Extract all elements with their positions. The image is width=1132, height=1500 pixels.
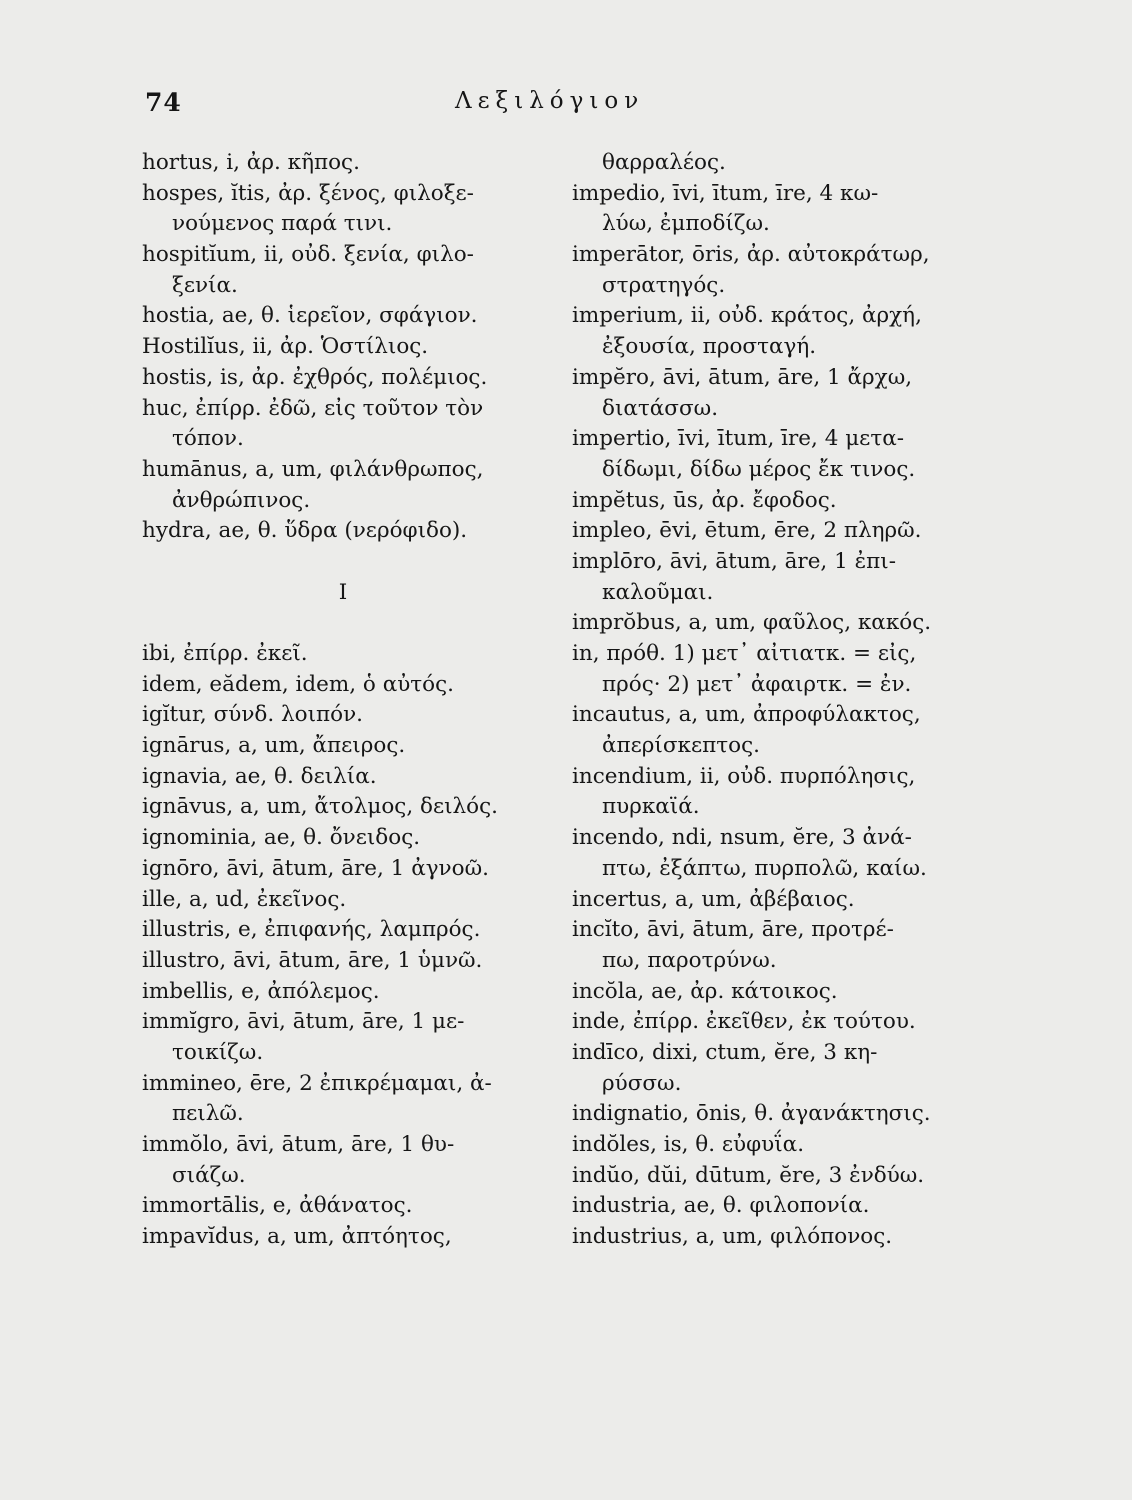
entry-continuation: ρύσσω. [602, 1070, 682, 1096]
dictionary-entry: humānus, a, um, φιλάνθρωπος, [142, 456, 484, 482]
dictionary-entry: igĭtur, σύνδ. λοιπόν. [142, 702, 363, 728]
entry-continuation: πειλῶ. [172, 1101, 244, 1127]
entry-continuation: ἐξουσία, προσταγή. [602, 334, 817, 360]
dictionary-entry: indŭo, dŭi, dūtum, ĕre, 3 ἐνδύω. [572, 1162, 925, 1188]
dictionary-entry: indŏles, is, θ. εὐφυΐα. [572, 1132, 805, 1157]
dictionary-entry: Hostilĭus, ii, ἀρ. Ὁστίλιος. [142, 334, 429, 360]
dictionary-entry: immineo, ēre, 2 ἐπικρέμαμαι, ἀ- [142, 1070, 492, 1096]
dictionary-entry: hydra, ae, θ. ὕδρα (νερόφιδο). [142, 518, 468, 544]
dictionary-entry: impĕro, āvi, ātum, āre, 1 ἄρχω, [572, 364, 913, 390]
entry-continuation: νούμενος παρά τινι. [172, 211, 393, 237]
dictionary-entry: impavĭdus, a, um, ἀπτόητος, [142, 1224, 452, 1250]
dictionary-entry: inde, ἐπίρρ. ἐκεῖθεν, ἐκ τούτου. [572, 1009, 916, 1035]
entry-continuation: πυρκαϊά. [602, 794, 700, 820]
dictionary-entry: ignāvus, a, um, ἄτολμος, δειλός. [142, 794, 498, 820]
dictionary-entry: ille, a, ud, ἐκεῖνος. [142, 886, 347, 912]
dictionary-entry: industria, ae, θ. φιλοπονία. [572, 1193, 870, 1219]
dictionary-entry: illustris, e, ἐπιφανής, λαμπρός. [142, 917, 481, 943]
dictionary-entry: impertio, īvi, ītum, īre, 4 μετα- [572, 426, 904, 452]
dictionary-entry: ibi, ἐπίρρ. ἐκεῖ. [142, 641, 308, 666]
entry-continuation: πτω, ἐξάπτω, πυρπολῶ, καίω. [602, 855, 927, 881]
entry-continuation: ἀπερίσκεπτος. [602, 733, 760, 759]
dictionary-entry: ignavia, ae, θ. δειλία. [142, 763, 377, 789]
dictionary-entry: hospes, ĭtis, ἀρ. ξένος, φιλοξε- [142, 180, 474, 206]
left-column [142, 148, 554, 1253]
entry-continuation: διατάσσω. [602, 395, 719, 421]
entry-continuation: τοικίζω. [172, 1039, 264, 1065]
section-letter-heading: I [338, 579, 348, 605]
dictionary-entry: indignatio, ōnis, θ. ἀγανάκτησις. [572, 1101, 931, 1127]
dictionary-entry: incŏla, ae, ἀρ. κάτοικος. [572, 978, 838, 1004]
dictionary-entry: hostis, is, ἀρ. ἐχθρός, πολέμιος. [142, 364, 488, 390]
page-number: 74 [145, 88, 182, 117]
entry-continuation: δίδωμι, δίδω μέρος ἔκ τινος. [602, 456, 916, 482]
running-head: Λεξιλόγιον [455, 88, 645, 114]
dictionary-entry: ignārus, a, um, ἄπειρος. [142, 733, 406, 759]
entry-continuation: καλοῦμαι. [602, 579, 714, 605]
dictionary-entry: implōro, āvi, ātum, āre, 1 ἐπι- [572, 548, 896, 574]
dictionary-entry: incĭto, āvi, ātum, āre, προτρέ- [572, 917, 894, 943]
entry-continuation: σιάζω. [172, 1162, 246, 1188]
dictionary-entry: imperium, ii, οὐδ. κράτος, ἀρχή, [572, 303, 922, 329]
dictionary-entry: indīco, dixi, ctum, ĕre, 3 κη- [572, 1039, 878, 1065]
dictionary-entry: industrius, a, um, φιλόπονος. [572, 1224, 893, 1250]
entry-continuation: ἀνθρώπινος. [172, 487, 311, 513]
dictionary-entry: imprŏbus, a, um, φαῦλος, κακός. [572, 610, 932, 636]
dictionary-entry: hospitĭum, ii, οὐδ. ξενία, φιλο- [142, 242, 474, 268]
entry-continuation: λύω, ἐμποδίζω. [602, 211, 770, 237]
dictionary-entry: illustro, āvi, ātum, āre, 1 ὑμνῶ. [142, 947, 483, 973]
dictionary-entry: incendium, ii, οὐδ. πυρπόλησις, [572, 763, 916, 789]
dictionary-entry: ignōro, āvi, ātum, āre, 1 ἀγνοῶ. [142, 855, 489, 881]
spacer [142, 608, 554, 639]
dictionary-entry: hostia, ae, θ. ἱερεῖον, σφάγιον. [142, 303, 478, 329]
spacer [142, 547, 554, 578]
entry-continuation: πω, παροτρύνω. [602, 947, 777, 973]
dictionary-entry: idem, eădem, idem, ὁ αὐτός. [142, 671, 455, 697]
dictionary-entry: impĕtus, ūs, ἀρ. ἔφοδος. [572, 487, 837, 513]
page-header [0, 88, 1132, 122]
dictionary-entry: impleo, ēvi, ētum, ēre, 2 πληρῶ. [572, 518, 922, 544]
dictionary-entry: imbellis, e, ἀπόλεμος. [142, 978, 380, 1004]
entry-continuation: στρατηγός. [602, 272, 726, 298]
right-column [572, 148, 1008, 1253]
entry-continuation: θαρραλέος. [602, 150, 726, 175]
entry-continuation: ξενία. [172, 272, 238, 298]
dictionary-entry: imperātor, ōris, ἀρ. αὐτοκράτωρ, [572, 242, 930, 268]
dictionary-entry: ignominia, ae, θ. ὄνειδος. [142, 825, 421, 851]
entry-continuation: πρός· 2) μετ᾽ ἀφαιρτκ. = ἐν. [602, 671, 912, 697]
dictionary-entry: in, πρόθ. 1) μετ᾽ αἰτιατκ. = εἰς, [572, 641, 917, 666]
dictionary-entry: immortālis, e, ἀθάνατος. [142, 1193, 413, 1219]
dictionary-entry: impedio, īvi, ītum, īre, 4 κω- [572, 180, 879, 206]
dictionary-entry: incertus, a, um, ἀβέβαιος. [572, 886, 855, 912]
dictionary-entry: incautus, a, um, ἀπροφύλακτος, [572, 702, 921, 728]
dictionary-entry: hortus, i, ἀρ. κῆπος. [142, 150, 360, 175]
entry-continuation: τόπον. [172, 426, 244, 452]
dictionary-entry: incendo, ndi, nsum, ĕre, 3 ἀνά- [572, 825, 912, 851]
dictionary-entry: huc, ἐπίρρ. ἐδῶ, εἰς τοῦτον τὸν [142, 395, 484, 421]
dictionary-entry: immĭgro, āvi, ātum, āre, 1 με- [142, 1009, 465, 1035]
dictionary-entry: immŏlo, āvi, ātum, āre, 1 θυ- [142, 1132, 455, 1157]
